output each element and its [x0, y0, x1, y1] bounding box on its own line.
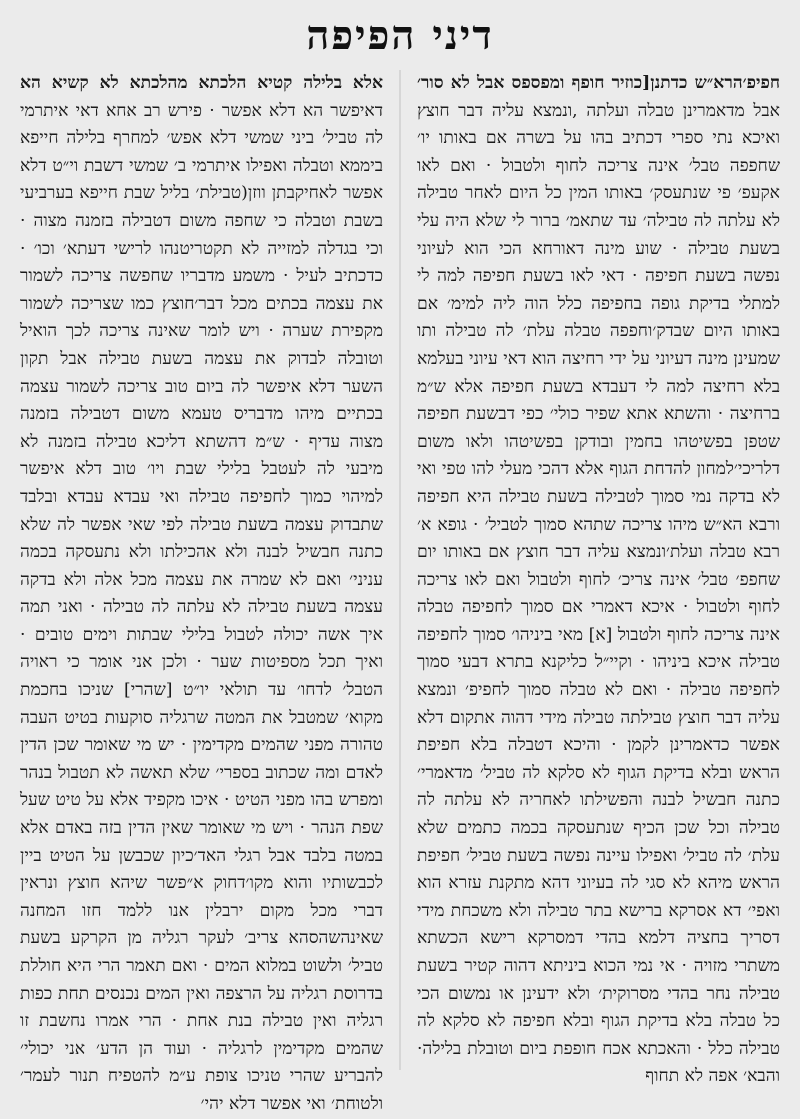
two-column-body — [19, 70, 780, 1114]
right-column — [416, 70, 780, 1087]
right-column-paragraph: אבל מדאמרינן טבלה ועלתה ,ונמצא עליה דבר חוצץ ואיכא נתי ספרי דכתיב בהו על בשרה אם באותו יו׳ שחפפה טבל׳ אינה צריכה לחוף ולטבול · ואם לאו אקעפ׳ פי שנתעסק׳ באותו המין כל היום לאחר טבילה לא עלתה לה טבילה׳ עד שתאמ׳ ברור לי שלא היה עלי בשעת טבילה · שוע מינה דאורחא הכי הוא לעיוני נפשה בשעת חפיפה · דאי לאו בשעת חפיפה למה לי למתלי בדיקת גופה בחפיפה כלל הוה ליה למימ׳ אם באותו היום שבדק׳וחפפה טבלה עלת׳ לה טבילה ותו שמעינן מינה דעיוני על ידי רחיצה הוא דאי עיוני בעלמא בלא רחיצה למה לי דעבדא בשעת חפיפה אלא ש״מ ברחיצה · והשתא אתא שפיר כולי׳ כפי דבשעת חפיפה שטפן בפשיטהו בחמין ובודקן בפשיטהו ולאו משום דלריכי׳למחון להדחת הגוף אלא דהכי מעלי להו טפי ואי לא בדקה נמי סמוך לטבילה בשעת טבילה היא חפיפה ורבא הא״ש מיהו צריכה שתהא סמוך לטביל׳ · גופא א׳ רבא טבלה ועלת׳ונמצא עליה דבר חוצץ אם באותו יום שחפפ׳ טבל׳ אינה צריכ׳ לחוף ולטבול ואם לאו צריכה לחוף ולטבול · איכא דאמרי אם סמוך לחפיפה טבלה אינה צריכה לחוף ולטבול [א] מאי ביניהו׳ סמוך לחפיפה טבילה איכא ביניהו · וקיי״ל כליקנא בתרא דבעי סמוך לחפיפה טבילה · ואם לא טבלה סמוך לחפיפ׳ ונמצא עליה דבר חוצץ טבילתה טבילה מידי דהוה אתקום דלא אפשר כדאמרינן לקמן · והיכא דטבלה בלא חפיפת הראש ובלא בדיקת הגוף לא סלקא לה טביל׳ מדאמרי׳ כתנה חבשיל לבנה והפשילתו לאחריה לא עלתה לה טבילה וכל שכן הכיף שנתעסקה בכמה כתמים שלא עלת׳ לה טביל׳ ואפילו עיינה נפשה בשעת טביל׳ חפיפת הראש מיהא לא סגי לה בעיוני דהא מתקנת עזרא הוא ואפי׳ דא אסרקא ברישא בתר טבילה ולא משכחת מידי דסריך בחציה דלמא בהדי דמסרקא רישא הכשתא משתרי מזויה · אי נמי הכוא ביניתא דהוה קטיר בשעת טבילה נחר בהדי מסרוקית׳ ולא ידעינן או נמשום הכי כל טבלה בלא בדיקת הגוף ובלא חפיפה לא סלקא לה טבילה כלל · והאכתא אכח חופפת ביום וטובלת בלילה· והבא׳ אפה לא תחוף — [416, 100, 780, 1087]
left-column-lead: אלא בלילה קטיא הלכתא מהלכתא לא קשיא הא — [19, 73, 384, 93]
right-column-lead: חפיפ׳הרא״ש כדתנן[כוזיר חופף ומפספס אבל לא סור׳ — [416, 73, 780, 93]
right-column-text — [417, 70, 780, 1091]
left-column-text — [20, 70, 383, 1119]
left-column-paragraph: דאיפשר הא דלא אפשר · פירש רב אחא דאי איתרמי לה טביל׳ ביני שמשי דלא אפש׳ למחרף בלילה חייפא ביממא וטבלה ואפילו איתרמי ב׳ שמשי דשבת וי״ט דלא אפשר לאחיקבתן ווזן(טבילת׳ בליל שבת חייפא בערביעי בשבת וטבלה כי שחפה משום דטבילה בזמנה מצוה · וכי בגדלה למזייה לא תקטריטנהו לרישי דעתא׳ וכו׳ · כדכתיב לעיל · משמע מדבריו שחפשה צריכה לשמור את עצמה בכתים מכל דבר׳חוצץ כמו שצריכה לשמור מקפירת שערה · ויש לומר שאינה צריכה לכך הואיל וטובלה לבדוק את עצמה בשעת טבילה אבל תקון השער דלא איפשר לה ביום טוב צריכה לשמור עצמה בכתיים מיהו מדבריס טעמא משום דטבילה בזמנה מצוה עדיף · ש״מ דהשתא דליכא טבילה בזמנה לא מיבעי לה לעטבל בלילי שבת ויו׳ טוב דלא איפשר למיהוי כמוך לחפיפה טבילה ואי עבדא עבדא ובלבד שתבדוק עצמה בשעת טבילה לפי שאי אפשר לה שלא כתנה חבשיל לבנה ולא אהכילתו ולא נתעסקה בכמה עניני׳ ואם לא שמרה את עצמה מכל אלה ולא בדקה עצמה בשעת טבילה לא עלתה לה טבילה · ואני תמה איך אשה יכולה לטבול בלילי שבתות וימים טובים · ואיך תכל מספיטות שער · ולכן אני אומר כי ראויה הטבל׳ לדחו׳ עד תולאי יו״ט [שהרי] שניכו בחכמת מקוא׳ שמטבל את המטה שרגליה סוקעות בטיט העבה טהורה מפני שהמים מקדימין · יש מי שאומר שכן הדין לאדם ומה שכתוב בספרי׳ שלא תאשה לא תטבול בנהר ומפרש בהו מפני הטיט · איכו מקפיד אלא על טיט שעל שפת הנהר · ויש מי שאומר שאין הדין בזה באדם אלא במטה בלבד אבל רגלי האד׳כיון שכבשן על הטיט ביין לכבשותיו והוא מקו׳דחוק א״פשר שיהא חוצץ ונראין דברי מכל מקום ירבלין אנו ללמד חזו המחנה שאינהשהסהא צריב׳ לעקר רגליה מן הקרקע בשעת טביל׳ ולשוט במלוא המים · ואם תאמר הרי היא חוללת בדרוסת רגליה על הרצפה ואין המים נכנסים תחת כפות רגליה ואין טבילה בנת אחת · הרי אמרו נחשבת זו שהמים מקדימין לרגליה · ועוד הן הדע׳ אני יכולי׳ להבריע שהרי טניכו צופת ע״מ להטפיח תנור לעמר׳ ולטוחת׳ ואי אפשר דלא יהי׳ — [19, 100, 384, 1114]
page-title: דיני הפיפה — [306, 12, 494, 59]
left-column — [19, 70, 384, 1114]
column-gutter — [399, 70, 401, 1070]
running-header — [0, 8, 800, 64]
